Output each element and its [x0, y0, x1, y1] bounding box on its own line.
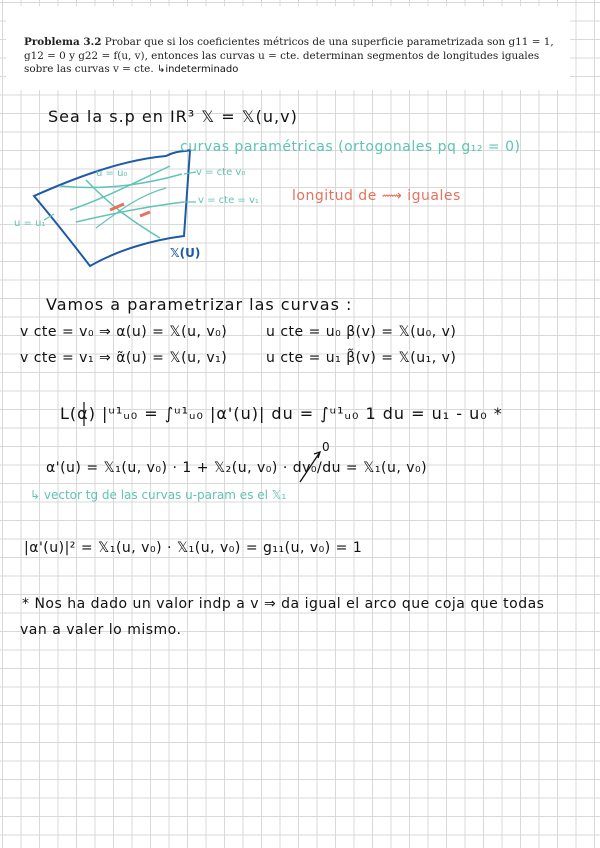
line-vamos: Vamos a parametrizar las curvas : — [46, 295, 353, 314]
problem-body: Probar que si los coeficientes métricos de una superficie parametrizada son g11 = 1, g12 = 0 y g22 = f(u, v), entonces las curvas u = cte. determinan segmentos de longitudes iguales sobre las curvas v = cte. — [24, 36, 554, 76]
indeterminado-note: ↳indeterminado — [156, 64, 239, 76]
label-v-cte-v0: v = cte v₀ — [196, 167, 246, 178]
conclusion-line-2: van a valer lo mismo. — [20, 622, 182, 638]
norm-equation: |α'(u)|² = 𝕏₁(u, v₀) · 𝕏₁(u, v₀) = g₁₁(u, v₀) = 1 — [24, 540, 363, 556]
line-longitud: longitud de ⟿ iguales — [292, 188, 461, 204]
vector-tg-note: ↳ vector tg de las curvas u-param es el 𝕏₁ — [30, 488, 287, 502]
length-equation: L(α) |ᵘ¹ᵤ₀ = ∫ᵘ¹ᵤ₀ |α'(u)| du = ∫ᵘ¹ᵤ₀ 1 du = u₁ - u₀ * — [60, 404, 503, 423]
row1-left: v cte = v₀ ⇒ α(u) = 𝕏(u, v₀) — [20, 324, 228, 340]
label-X-U: 𝕏(U) — [170, 246, 201, 260]
line-sea: Sea la s.p en IR³ 𝕏 = 𝕏(u,v) — [48, 107, 298, 126]
row1-right: u cte = u₀ β(v) = 𝕏(u₀, v) — [266, 324, 457, 340]
curve-extra — [96, 188, 166, 228]
arrow-v-v0 — [184, 172, 196, 174]
arc-segment-2 — [140, 212, 150, 216]
label-v-cte-v1: v = cte = v₁ — [198, 195, 259, 206]
label-u-u0: u = u₀ — [96, 168, 128, 179]
row2-left: v cte = v₁ ⇒ α̃(u) = 𝕏(u, v₁) — [20, 350, 228, 366]
label-u-u1: u = u₁ — [14, 218, 46, 229]
row2-right: u cte = u₁ β̃(v) = 𝕏(u₁, v) — [266, 350, 457, 366]
derivative-equation: α'(u) = 𝕏₁(u, v₀) · 1 + 𝕏₂(u, v₀) · dv₀/du = 𝕏₁(u, v₀) — [46, 460, 428, 476]
zero-mark: 0 — [322, 440, 330, 454]
problem-label: Problema 3.2 — [24, 36, 102, 48]
line-curvas-param: curvas paramétricas (ortogonales pq g₁₂ = 0) — [180, 139, 521, 155]
conclusion-line-1: * Nos ha dado un valor indp a v ⇒ da igual el arco que coja que todas — [22, 596, 545, 612]
